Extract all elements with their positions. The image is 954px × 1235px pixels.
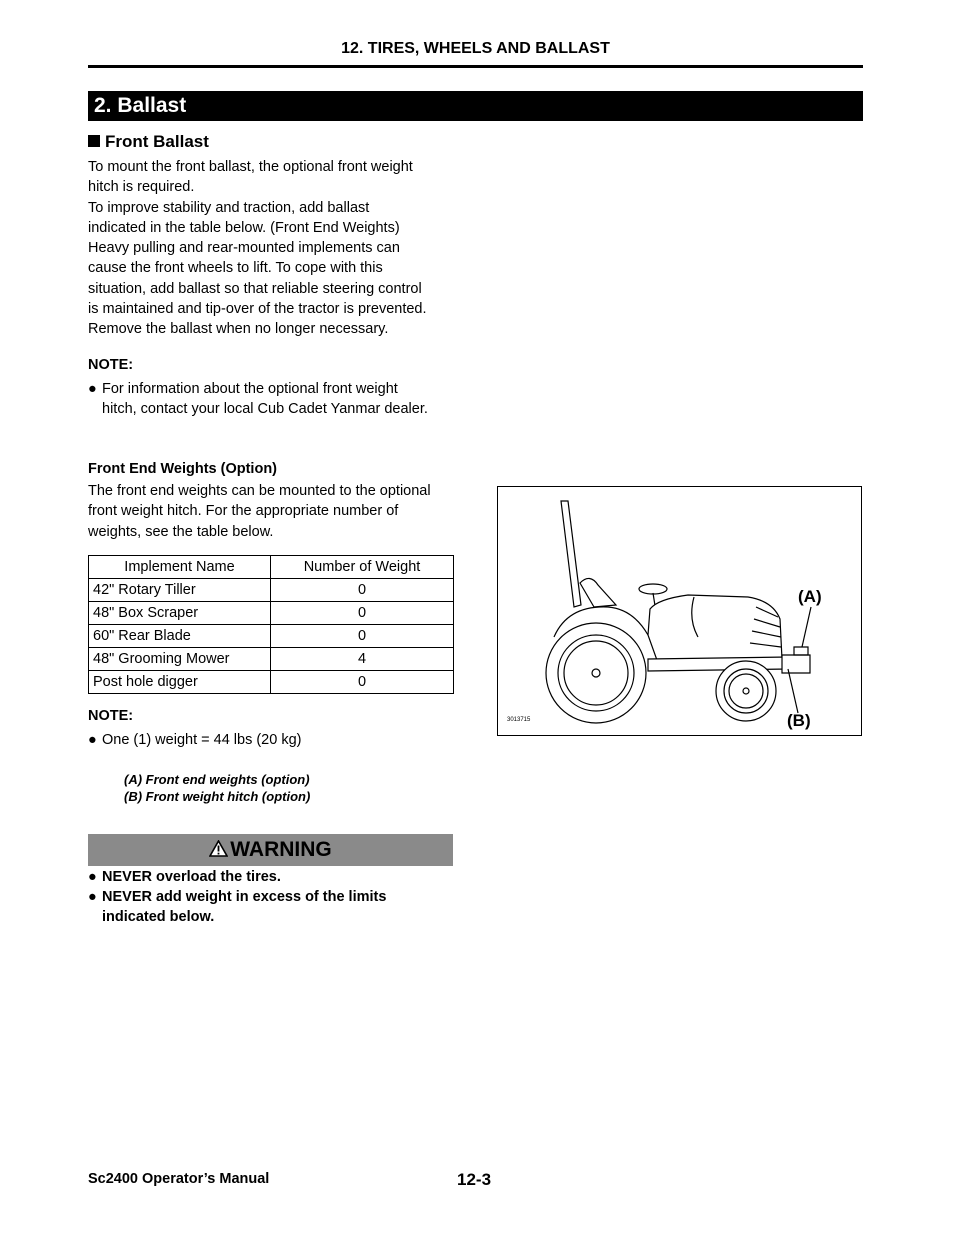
figure-number: 3013715: [507, 717, 531, 723]
paragraph-line: Remove the ballast when no longer necessary.: [88, 321, 389, 338]
warning-line: indicated below.: [102, 909, 215, 926]
note-line: One (1) weight = 44 lbs (20 kg): [102, 732, 302, 748]
header-rule: [88, 65, 863, 68]
weights-table: [88, 555, 454, 694]
table-row: [89, 602, 454, 625]
bullet-dot-icon: ●: [88, 889, 97, 905]
column-header-implement: Implement Name: [89, 556, 271, 579]
paragraph-line: situation, add ballast so that reliable steering control: [88, 280, 422, 297]
paragraph-line: front weight hitch. For the appropriate number of: [88, 503, 399, 520]
caption-b: (B) Front weight hitch (option): [124, 789, 311, 804]
leader-line-a: [802, 607, 811, 647]
table-row: [89, 671, 454, 694]
tractor-illustration: [498, 487, 861, 735]
front-ballast-heading-text: Front Ballast: [105, 132, 209, 151]
warning-bullet: [88, 887, 458, 928]
implement-name-cell: Post hole digger: [89, 671, 271, 694]
weight-count-cell: 4: [271, 648, 454, 671]
paragraph-line: indicated in the table below. (Front End Weights): [88, 219, 400, 236]
footer-page-number: 12-3: [457, 1170, 492, 1189]
weight-count-cell: 0: [271, 579, 454, 602]
paragraph-line: is maintained and tip-over of the tractor is prevented.: [88, 301, 427, 318]
bullet-dot-icon: ●: [88, 869, 97, 885]
paragraph-line: The front end weights can be mounted to the optional: [88, 483, 431, 499]
section-title-bar: 2. Ballast: [88, 91, 863, 121]
warning-bar: [88, 834, 453, 866]
note-line: For information about the optional front weight: [102, 381, 398, 397]
caption-a: (A) Front end weights (option): [124, 772, 310, 787]
note-bullet: [88, 379, 458, 420]
chapter-title: 12. TIRES, WHEELS AND BALLAST: [341, 40, 610, 57]
paragraph-line: weights, see the table below.: [88, 523, 274, 540]
figure-label-b: (B): [787, 711, 811, 730]
implement-name-cell: 48" Box Scraper: [89, 602, 271, 625]
paragraph-line: To mount the front ballast, the optional front weight: [88, 159, 413, 175]
paragraph-line: Heavy pulling and rear-mounted implements can: [88, 240, 400, 257]
table-row: [89, 579, 454, 602]
implement-name-cell: 42" Rotary Tiller: [89, 579, 271, 602]
paragraph-line: cause the front wheels to lift. To cope with this: [88, 260, 383, 277]
warning-line: NEVER add weight in excess of the limits: [102, 889, 387, 905]
footer-manual-title: Sc2400 Operator’s Manual: [88, 1171, 270, 1187]
front-end-weights-paragraph: [88, 481, 458, 542]
note-label: NOTE:: [88, 357, 134, 373]
figure-label-a: (A): [798, 587, 822, 606]
implement-name-cell: 60" Rear Blade: [89, 625, 271, 648]
table-header-row: [89, 556, 454, 579]
implement-name-cell: 48" Grooming Mower: [89, 648, 271, 671]
table-row: [89, 648, 454, 671]
warning-bullet: [88, 867, 458, 887]
tractor-figure: [497, 486, 862, 736]
paragraph-line: hitch is required.: [88, 179, 195, 196]
warning-triangle-icon: [209, 840, 228, 857]
leader-line-b: [788, 669, 798, 713]
weight-count-cell: 0: [271, 602, 454, 625]
warning-line: NEVER overload the tires.: [102, 869, 281, 885]
note-line: hitch, contact your local Cub Cadet Yanmar dealer.: [102, 401, 428, 418]
front-end-weights-heading: Front End Weights (Option): [88, 461, 278, 477]
bullet-dot-icon: ●: [88, 381, 97, 397]
column-header-weight: Number of Weight: [271, 556, 454, 579]
paragraph-line: To improve stability and traction, add ballast: [88, 199, 370, 216]
front-ballast-heading: [88, 132, 209, 152]
square-bullet-icon: [88, 135, 100, 147]
bullet-dot-icon: ●: [88, 732, 97, 748]
warning-title: WARNING: [230, 838, 332, 861]
weight-count-cell: 0: [271, 671, 454, 694]
weights-note-bullet: [88, 730, 458, 750]
weight-count-cell: 0: [271, 625, 454, 648]
weights-note-label: NOTE:: [88, 708, 134, 724]
front-ballast-paragraph: [88, 157, 458, 340]
table-row: [89, 625, 454, 648]
